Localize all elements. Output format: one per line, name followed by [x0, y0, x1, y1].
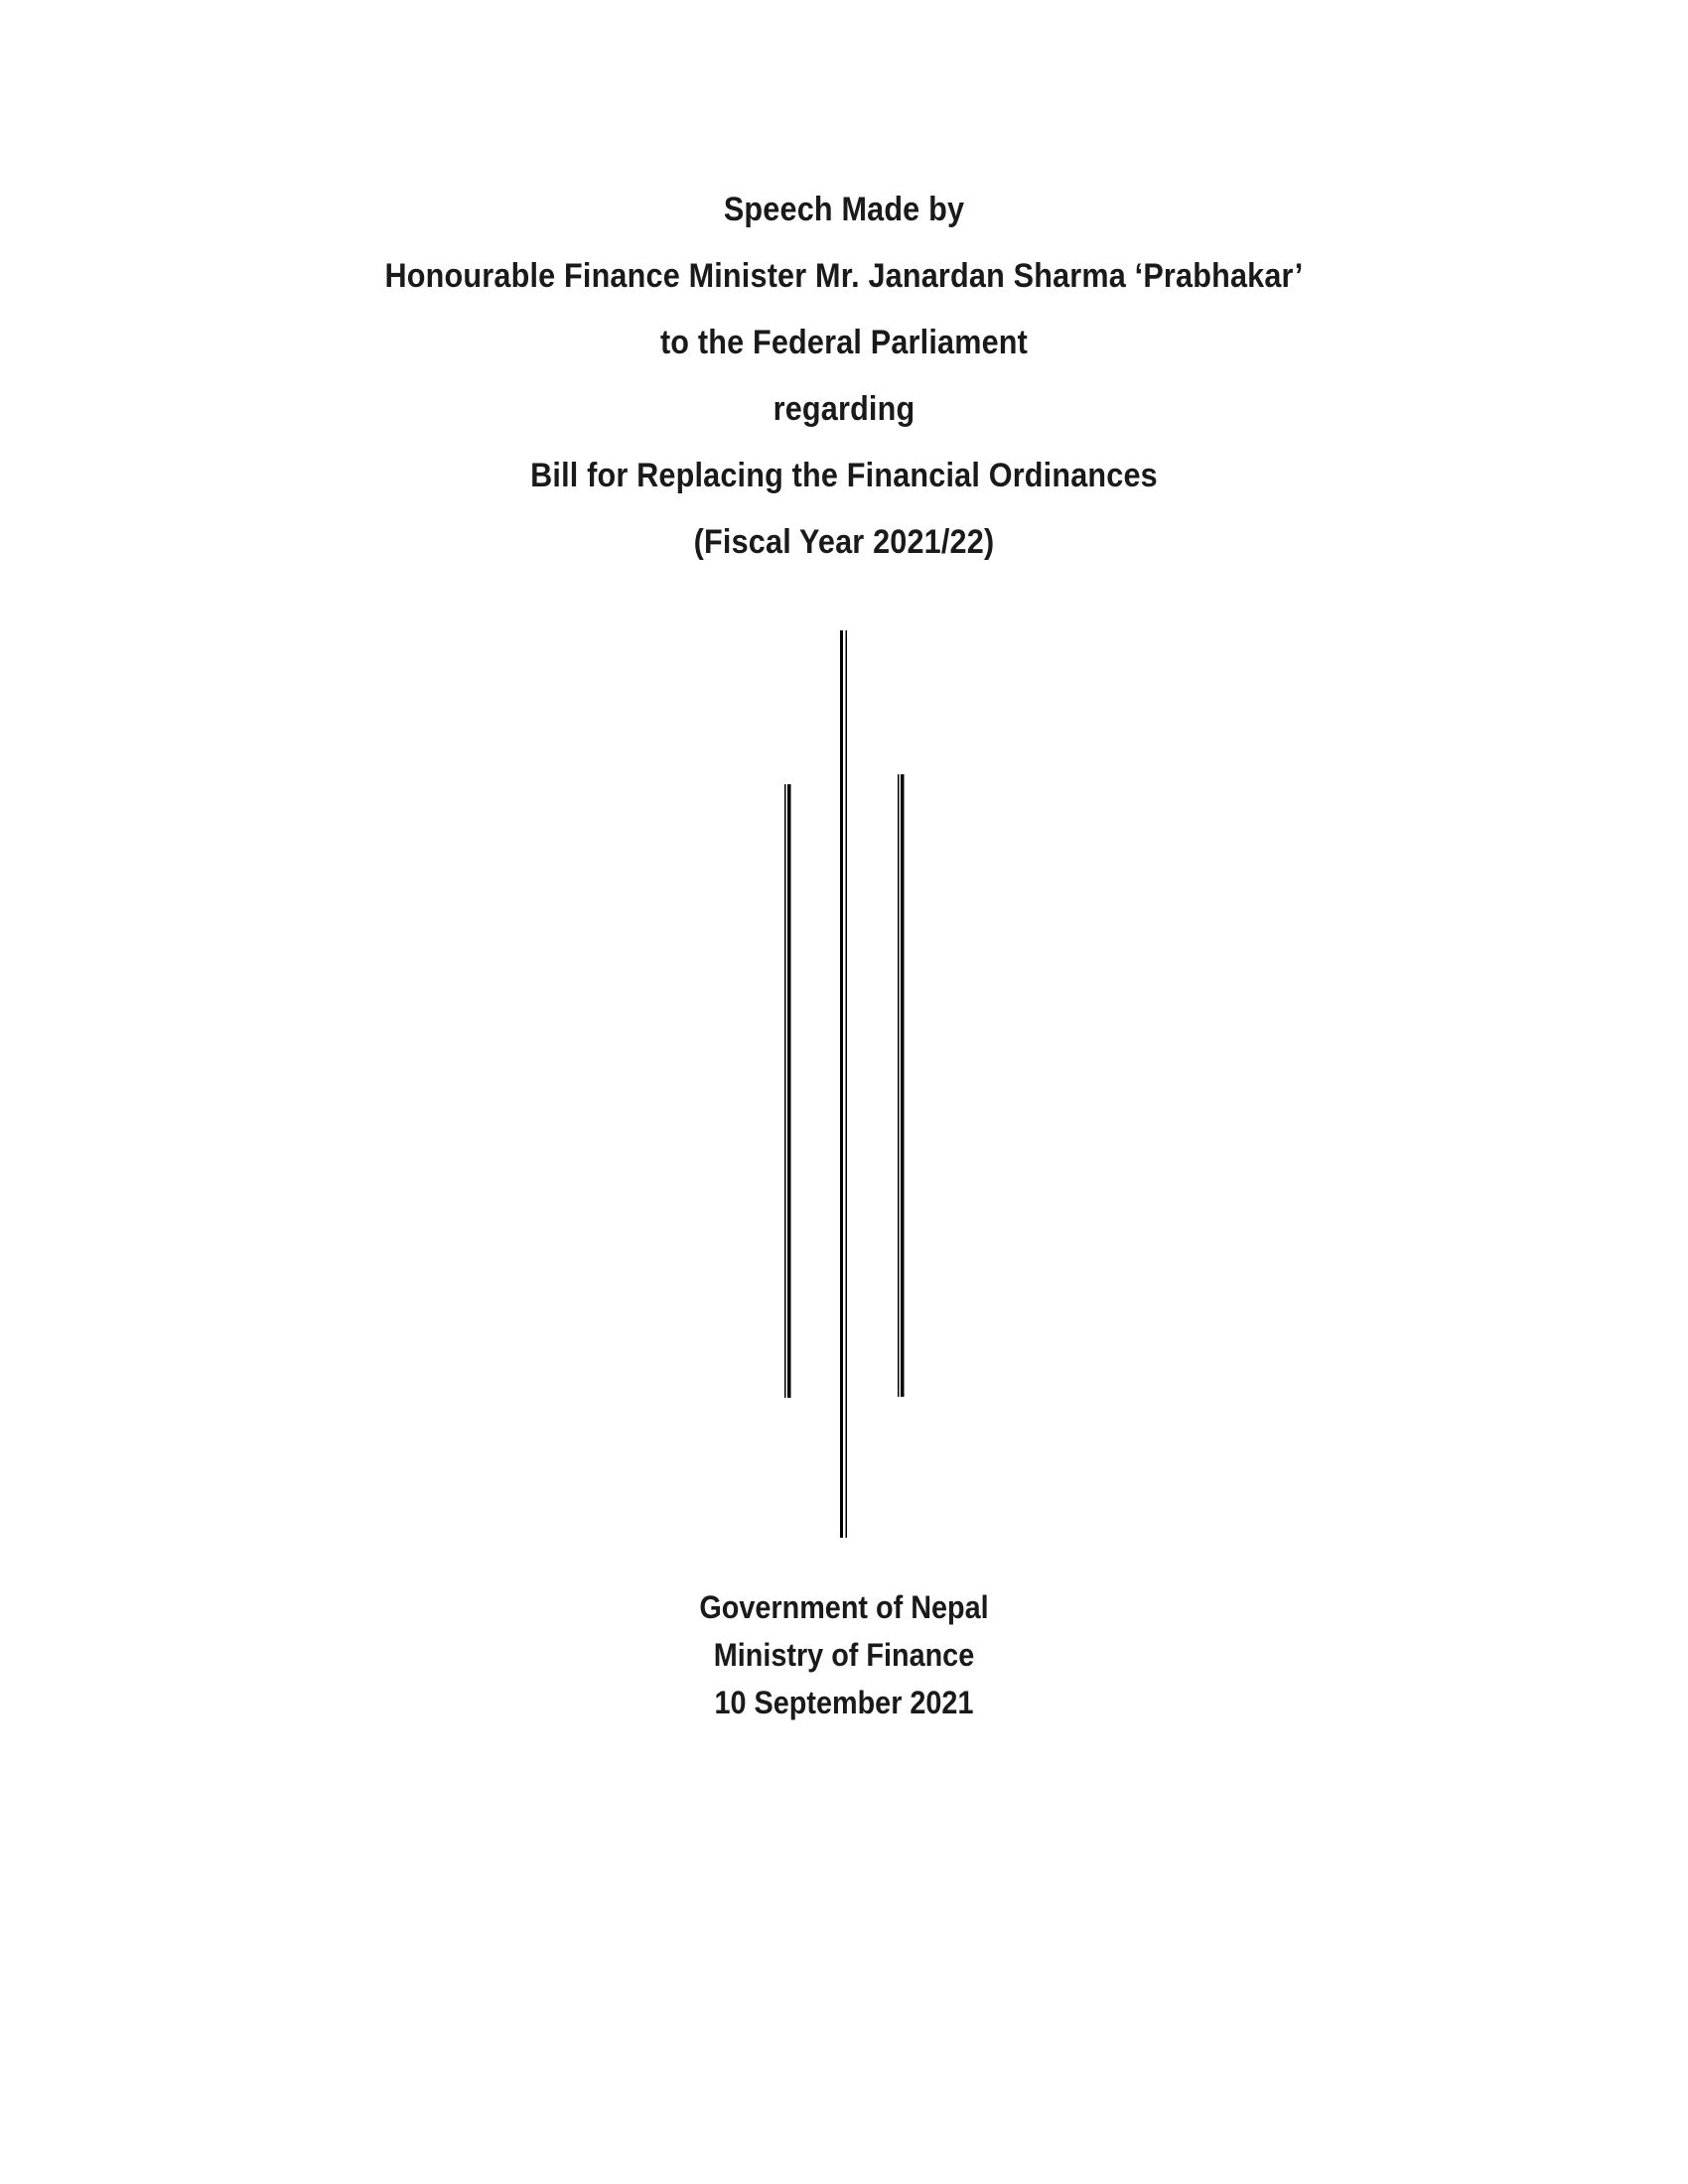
- title-line-minister-name: Honourable Finance Minister Mr. Janardan Sharma ‘Prabhakar’: [384, 257, 1304, 295]
- center-rule-thin: [846, 630, 848, 1538]
- ministry-name: Ministry of Finance: [713, 1637, 975, 1673]
- title-line-bill: Bill for Replacing the Financial Ordinances: [530, 457, 1158, 494]
- title-line-speech-made-by: Speech Made by: [723, 191, 965, 228]
- title-line-parliament: to the Federal Parliament: [659, 324, 1029, 361]
- left-rule-thin: [784, 784, 786, 1398]
- left-rule-thick: [787, 784, 791, 1398]
- title-line-fiscal-year: (Fiscal Year 2021/22): [693, 523, 995, 561]
- right-rule-thick: [901, 774, 905, 1397]
- right-rule-thin: [898, 774, 900, 1397]
- title-line-regarding: regarding: [773, 390, 915, 428]
- speech-title: [0, 177, 1688, 576]
- government-name: Government of Nepal: [699, 1589, 989, 1625]
- center-rule-thick: [840, 630, 843, 1538]
- publication-date: 10 September 2021: [714, 1685, 974, 1720]
- publisher-block: [0, 1583, 1688, 1726]
